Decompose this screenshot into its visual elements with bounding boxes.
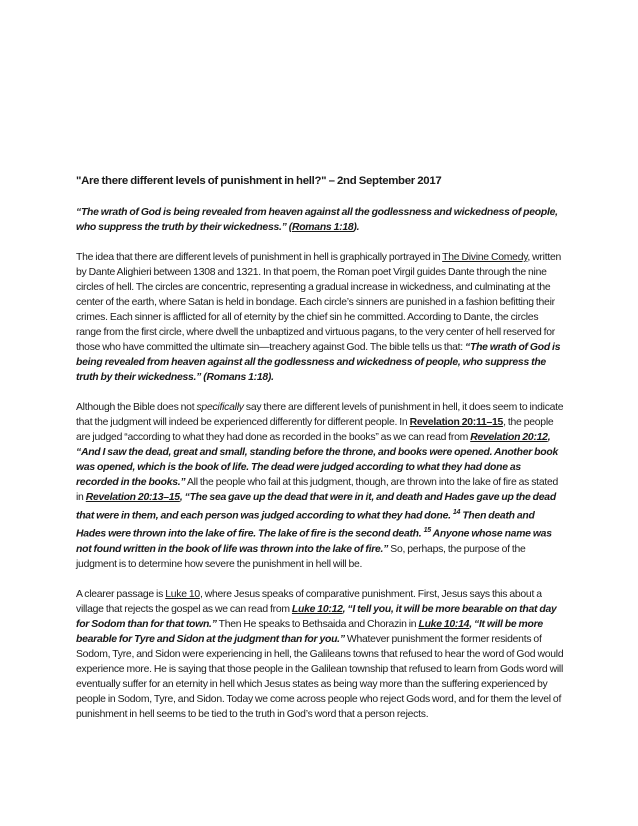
p4-text-4: Whatever punishment the former residents of Sodom, Tyre, and Sidon were experiencing in hell, the Galileans towns that refused to hear the word of God would experience more. He is saying that those people in the Galilean township that refused to learn from Gods word will eventually suffer for an eternity in hell which Jesus states as being way more than the suffering experienced by people in Sodom, Tyre, and Sidon. Today we come across people who reject Gods word, and for them the level of punishment in hell seems to be tied to the truth in God’s word that a person rejects. xyxy=(76,633,564,720)
divine-comedy-link[interactable]: The Divine Comedy xyxy=(442,252,528,263)
luke-10-12-link[interactable]: Luke 10:12 xyxy=(291,603,343,615)
p3-text-2: say there are different levels of punishment in hell, it does seem to indicate that the judgment will indeed be experienced differently for different people. In xyxy=(76,402,564,428)
paragraph-revelation xyxy=(76,400,564,572)
luke-10-link[interactable]: Luke 10 xyxy=(165,588,200,600)
p3-quote-4: Anyone whose name was not found written in the book of life was thrown into the lake of fire.” xyxy=(76,528,552,555)
p2-quote: “The wrath of God is being revealed from heaven against all the godlessness and wickedness of people, who suppress the truth by their wickedness.” (Romans 1:18). xyxy=(76,342,561,383)
verse-number-15: 15 xyxy=(423,527,431,535)
p3-text-5: So, perhaps, the purpose of the judgment is to determine how severe the punishment in hell will be. xyxy=(76,543,526,570)
revelation-20-12-link[interactable]: Revelation 20:12 xyxy=(470,432,548,443)
opening-verse-quote: “The wrath of God is being revealed from heaven against all the godlessness and wickedness of people, who suppress the truth by their wickedness.” ( xyxy=(76,207,558,233)
p4-quote-1: , “I tell you, it will be more bearable on that day for Sodom than for that town.” xyxy=(76,603,557,630)
opening-verse-end: ). xyxy=(353,222,360,233)
paragraph-divine-comedy xyxy=(76,250,564,385)
p3-quote-2: , “The sea gave up the dead that were in it, and death and Hades gave up the dead that were in them, and each person was judged according to what they had done. xyxy=(76,492,556,522)
p3-emphasis: specifically xyxy=(196,402,244,413)
verse-number-14: 14 xyxy=(452,509,461,516)
opening-verse xyxy=(76,205,564,235)
p2-text-1: The idea that there are different levels of punishment in hell is graphically portrayed in xyxy=(76,252,443,263)
revelation-20-11-15-link[interactable]: Revelation 20:11–15 xyxy=(409,417,504,428)
p2-text-2: , written by Dante Alighieri between 1308 and 1321. In that poem, the Roman poet Virgil guides Dante through the nine circles of hell. The circles are concentric, representing a gradual increase in wickedness, and culminating at the center of the earth, where Satan is held in bondage. Each circle’s sinners are punished in a fashion befitting their crimes. Each sinner is afflicted for all of eternity by the chief sin he committed. According to Dante, the circles range from the first circle, where dwell the unbaptized and virtuous pagans, to the very center of hell reserved for those who have committed the ultimate sin—treachery against God. The bible tells us that: xyxy=(76,252,562,353)
p3-text-4: All the people who fail at this judgment, though, are thrown into the lake of fire as stated in xyxy=(76,477,559,503)
p4-quote-2: , “It will be more bearable for Tyre and Sidon at the judgment than for you.” xyxy=(76,618,543,645)
luke-10-14-link[interactable]: Luke 10:14 xyxy=(418,618,470,630)
p4-text-3: Then He speaks to Bethsaida and Chorazin in xyxy=(216,618,419,630)
opening-verse-ref-link[interactable]: Romans 1:18 xyxy=(291,222,354,233)
p4-text-2: , where Jesus speaks of comparative punishment. First, Jesus says this about a village that rejects the gospel as we can read from xyxy=(76,588,542,615)
p4-text-1: A clearer passage is xyxy=(76,588,166,600)
revelation-20-13-15-link[interactable]: Revelation 20:13–15 xyxy=(85,492,180,503)
p3-text-1: Although the Bible does not xyxy=(76,402,197,413)
paragraph-luke xyxy=(76,587,564,722)
article-title: "Are there different levels of punishment in hell?" – 2nd September 2017 xyxy=(76,175,442,187)
p3-text-3: , the people are judged “according to what they had done as recorded in the books” as we can read from xyxy=(76,417,554,443)
article-body xyxy=(76,174,564,737)
p3-quote-3: Then death and Hades were thrown into the lake of fire. The lake of fire is the second death. xyxy=(76,510,535,540)
p3-quote-1: , “And I saw the dead, great and small, standing before the throne, and books were opened. Another book was opened, which is the book of life. The dead were judged according to what they had done as recorded in the books.” xyxy=(76,432,559,488)
